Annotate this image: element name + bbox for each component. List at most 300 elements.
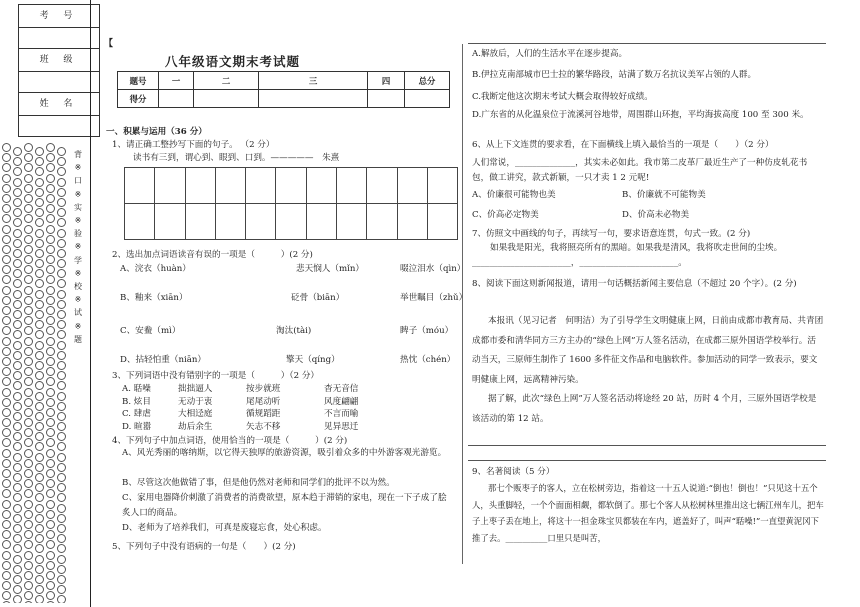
grid-cell[interactable] xyxy=(155,168,185,204)
grid-row xyxy=(125,168,458,204)
seat-dot xyxy=(24,449,33,458)
seat-dot xyxy=(2,174,11,183)
grid-cell[interactable] xyxy=(185,204,215,240)
seat-dot xyxy=(57,442,66,451)
seat-dot xyxy=(57,269,66,278)
seat-dot xyxy=(24,316,33,325)
warning-char: 校 xyxy=(74,282,82,292)
seat-dot xyxy=(13,341,22,350)
q2-option-d-1: D、拈轻怕重（niān） xyxy=(120,355,206,365)
seat-dot xyxy=(57,534,66,543)
q3-option-cell: 循规蹈距 xyxy=(246,409,281,419)
seat-dot xyxy=(35,178,44,187)
seat-dot xyxy=(2,306,11,315)
seat-dot xyxy=(24,306,33,315)
question-1: 1、请正确工整抄写下面的句子。 （2 分） xyxy=(112,140,275,150)
question-8: 8、阅读下面这则新闻报道，请用一句话概括新闻主要信息（不超过 20 个字）。(2 分) xyxy=(472,279,797,289)
seat-dot xyxy=(35,351,44,360)
grid-cell[interactable] xyxy=(125,204,155,240)
seat-dot xyxy=(35,412,44,421)
score-cell[interactable] xyxy=(368,90,405,108)
seat-dot xyxy=(2,459,11,468)
grid-cell[interactable] xyxy=(337,168,367,204)
seat-dot xyxy=(24,357,33,366)
seat-dot xyxy=(13,565,22,574)
seat-dot xyxy=(2,530,11,539)
grid-cell[interactable] xyxy=(125,168,155,204)
seat-dot xyxy=(24,153,33,162)
seat-dot xyxy=(46,194,55,203)
seat-dot xyxy=(2,489,11,498)
seat-dot xyxy=(24,540,33,549)
seat-dot xyxy=(46,428,55,437)
seat-dot xyxy=(2,469,11,478)
seat-dot xyxy=(35,524,44,533)
seat-dot xyxy=(46,143,55,152)
q6-option-c: C、价高必定物美 xyxy=(472,210,539,220)
seat-dot xyxy=(57,402,66,411)
seat-dot xyxy=(24,459,33,468)
warning-char: 背 xyxy=(74,150,82,159)
column-divider xyxy=(462,44,463,564)
grid-cell[interactable] xyxy=(427,168,457,204)
seat-dot xyxy=(2,245,11,254)
q2-option-c-1: C、安鲞（mì） xyxy=(120,326,181,336)
warning-char: 试 xyxy=(74,308,82,318)
warning-char: ※ xyxy=(74,295,82,305)
score-header: 总分 xyxy=(405,72,450,90)
seat-dot xyxy=(24,174,33,183)
seat-dot xyxy=(35,290,44,299)
q4-option-c: C、家用电器降价刺激了消费者的消费欲望，原本趋于滞销的家电，现在一下子成了脍炙人口的商品。 xyxy=(122,493,447,518)
seat-dot xyxy=(46,153,55,162)
seat-dot xyxy=(13,402,22,411)
grid-cell[interactable] xyxy=(276,204,306,240)
seat-dot xyxy=(2,265,11,274)
question-7-passage[interactable]: 如果我是阳光，我将照亮所有的黑暗。如果我是清风，我将吹走世间的尘埃。_______________________，_______________________。 xyxy=(472,243,783,268)
no-writing-warning xyxy=(72,148,84,346)
q3-option-cell: 劫后余生 xyxy=(178,421,213,432)
seat-dot xyxy=(35,565,44,574)
seat-dot xyxy=(57,371,66,380)
seat-dot xyxy=(57,310,66,319)
q5-option-d: D.广东省的从化温泉位于流溪河谷地带，周围群山环抱，平均海拔高度 100 至 300 米。 xyxy=(472,110,809,120)
seat-dot xyxy=(13,290,22,299)
answer-line-2[interactable] xyxy=(468,460,826,461)
score-cell[interactable] xyxy=(159,90,194,108)
seat-dot xyxy=(35,157,44,166)
seat-dot xyxy=(24,551,33,560)
seat-dot xyxy=(13,575,22,584)
question-3: 3、下列词语中没有错别字的一项是（ ）（2 分） xyxy=(112,371,320,381)
seat-dot xyxy=(57,463,66,472)
seat-dot xyxy=(46,469,55,478)
q3-option-cell: B. 炫目 xyxy=(122,396,151,407)
seat-dot xyxy=(35,320,44,329)
warning-char: 题 xyxy=(74,334,82,344)
seat-dot xyxy=(46,275,55,284)
seat-dot xyxy=(24,428,33,437)
seat-dot xyxy=(57,218,66,227)
seat-dot xyxy=(2,204,11,213)
dot-column xyxy=(2,143,12,603)
seat-dot xyxy=(13,147,22,156)
seat-dot xyxy=(35,198,44,207)
seat-dot xyxy=(24,143,33,152)
seat-dot xyxy=(24,245,33,254)
seat-dot xyxy=(57,524,66,533)
seat-dot xyxy=(46,459,55,468)
question-4: 4、下列句子中加点词语，使用恰当的一项是（ ）(2 分) xyxy=(112,436,348,446)
seat-dot xyxy=(2,388,11,397)
question-6: 6、从上下文连贯的要求看，在下面横线上填入最恰当的一项是（ ）（2 分） xyxy=(472,140,774,150)
seat-dot xyxy=(13,178,22,187)
seat-dot xyxy=(24,530,33,539)
grid-cell[interactable] xyxy=(367,168,397,204)
seat-dot xyxy=(13,412,22,421)
seat-dot xyxy=(57,483,66,492)
seat-dot xyxy=(35,392,44,401)
grid-cell[interactable] xyxy=(306,168,336,204)
seat-dot xyxy=(2,235,11,244)
seat-dot xyxy=(13,585,22,594)
question-7: 7、仿照文中画线的句子，再续写一句，要求语意连贯，句式一致。(2 分) xyxy=(472,229,751,239)
seat-dot xyxy=(35,310,44,319)
seat-dot xyxy=(24,591,33,600)
dot-column xyxy=(13,147,23,603)
question-8-news-para-2: 据了解，此次“绿色上网”万人签名活动将途经 20 站，历时 4 个月，三原外国语学校是该活动的第 12 站。 xyxy=(472,394,817,424)
grid-cell[interactable] xyxy=(427,204,457,240)
seat-dot xyxy=(24,469,33,478)
seat-dot xyxy=(46,296,55,305)
seat-dot xyxy=(24,438,33,447)
seat-dot xyxy=(46,551,55,560)
grid-cell[interactable] xyxy=(276,168,306,204)
q2-option-a-3: 啜泣泪水（qìn） xyxy=(400,264,466,274)
seat-dot xyxy=(24,367,33,376)
seat-dot xyxy=(35,422,44,431)
seat-dot xyxy=(13,239,22,248)
seat-dot xyxy=(13,392,22,401)
seat-dot xyxy=(35,147,44,156)
seat-dot xyxy=(35,341,44,350)
seat-dot xyxy=(2,347,11,356)
seat-dot xyxy=(46,591,55,600)
exam-number-field[interactable] xyxy=(19,28,99,48)
seat-dot xyxy=(46,449,55,458)
seat-dot xyxy=(46,245,55,254)
seat-dot xyxy=(2,377,11,386)
seat-dot xyxy=(35,371,44,380)
seat-dot xyxy=(46,306,55,315)
seat-dot xyxy=(35,544,44,553)
seat-dot xyxy=(46,408,55,417)
copy-writing-grid[interactable] xyxy=(124,167,458,240)
seat-dot xyxy=(35,493,44,502)
seat-dot xyxy=(13,330,22,339)
seat-dot xyxy=(57,178,66,187)
seat-dot xyxy=(13,208,22,217)
score-cell[interactable] xyxy=(259,90,368,108)
seat-dot xyxy=(57,320,66,329)
seat-dot xyxy=(46,530,55,539)
seat-dot xyxy=(13,218,22,227)
seat-dot xyxy=(46,438,55,447)
seat-dot xyxy=(2,601,11,603)
q5-option-a: A.解放后，人们的生活水平在逐步提高。 xyxy=(472,49,628,59)
seat-dot xyxy=(2,449,11,458)
seat-dot xyxy=(24,275,33,284)
seat-dot xyxy=(57,575,66,584)
seat-dot xyxy=(46,184,55,193)
seat-dot xyxy=(24,500,33,509)
seat-dot xyxy=(24,337,33,346)
seat-dot xyxy=(2,398,11,407)
seat-dot xyxy=(24,163,33,172)
exam-number-label: 考 号 xyxy=(19,5,99,28)
score-cell[interactable] xyxy=(194,90,259,108)
warning-char: ※ xyxy=(74,189,82,199)
seat-dot xyxy=(13,198,22,207)
seat-dot xyxy=(13,534,22,543)
q3-option-cell: 不言而喻 xyxy=(324,409,359,419)
q4-option-a: A、风光秀丽的喀纳斯，以它得天独厚的旅游资源，吸引着众多的中外游客观光游览。 xyxy=(122,448,447,458)
seat-dot xyxy=(57,249,66,258)
seat-dot xyxy=(57,473,66,482)
seat-dot xyxy=(57,188,66,197)
corner-mark: 【 xyxy=(104,39,114,49)
name-label: 姓 名 xyxy=(19,93,99,116)
grid-cell[interactable] xyxy=(215,168,245,204)
seat-dot xyxy=(46,500,55,509)
warning-char: ※ xyxy=(74,321,82,331)
seat-dot xyxy=(35,188,44,197)
seat-dot xyxy=(57,504,66,513)
binding-line xyxy=(90,0,91,607)
seat-dot xyxy=(2,551,11,560)
seat-dot xyxy=(57,300,66,309)
answer-line-1[interactable] xyxy=(468,445,826,446)
grid-cell[interactable] xyxy=(246,204,276,240)
top-rule xyxy=(468,43,826,44)
seat-dot xyxy=(2,418,11,427)
seat-dot xyxy=(24,388,33,397)
seat-dot xyxy=(13,504,22,513)
seat-dot xyxy=(46,418,55,427)
grid-cell[interactable] xyxy=(155,204,185,240)
seat-dot xyxy=(46,581,55,590)
grid-cell[interactable] xyxy=(306,204,336,240)
seat-dot xyxy=(2,479,11,488)
seat-dot xyxy=(35,218,44,227)
seat-dot xyxy=(57,259,66,268)
grid-cell[interactable] xyxy=(246,168,276,204)
seat-dot xyxy=(2,591,11,600)
q2-option-a-1: A、浣衣（huàn） xyxy=(120,264,191,274)
grid-cell[interactable] xyxy=(337,204,367,240)
name-box xyxy=(18,92,100,137)
seat-dot xyxy=(46,163,55,172)
grid-cell[interactable] xyxy=(397,168,427,204)
seat-dot xyxy=(35,279,44,288)
grid-cell[interactable] xyxy=(397,204,427,240)
seat-dot xyxy=(35,534,44,543)
seat-dot xyxy=(46,347,55,356)
q3-option-cell: D. 暄嚣 xyxy=(122,421,152,432)
q3-option-cell: 见异思迁 xyxy=(324,421,359,432)
seat-dot xyxy=(35,442,44,451)
seat-dot xyxy=(13,279,22,288)
q3-option-cell: 矢志不移 xyxy=(246,421,281,432)
seat-dot xyxy=(57,453,66,462)
dot-column xyxy=(46,143,56,603)
seat-dot xyxy=(24,225,33,234)
q2-option-b-3: 举世瞩目（zhǔ） xyxy=(400,293,468,303)
seat-dot xyxy=(46,367,55,376)
seat-dot xyxy=(46,601,55,603)
seat-dot xyxy=(2,408,11,417)
q2-option-c-3: 睥子（móu） xyxy=(400,326,454,336)
class-box xyxy=(18,48,100,93)
seat-dot xyxy=(57,585,66,594)
seat-dot xyxy=(57,432,66,441)
seat-dot xyxy=(13,188,22,197)
seat-dot xyxy=(13,595,22,603)
seat-dot xyxy=(57,208,66,217)
score-cell[interactable] xyxy=(405,90,450,108)
seat-dot xyxy=(35,585,44,594)
seat-dot xyxy=(13,473,22,482)
seat-dot xyxy=(46,214,55,223)
q4-option-b: B、尽管这次他做错了事，但是他仍然对老师和同学们的批评不以为然。 xyxy=(122,478,395,488)
seat-dot xyxy=(24,520,33,529)
seat-dot xyxy=(24,601,33,603)
seat-dot xyxy=(24,510,33,519)
seat-dot xyxy=(35,432,44,441)
seat-dot xyxy=(24,347,33,356)
name-field[interactable] xyxy=(19,116,99,136)
grid-row xyxy=(125,204,458,240)
seat-dot xyxy=(2,316,11,325)
seat-dot xyxy=(57,565,66,574)
seat-dot xyxy=(57,279,66,288)
seat-dot xyxy=(2,184,11,193)
seat-dot xyxy=(13,361,22,370)
seat-dot xyxy=(46,561,55,570)
seat-dot xyxy=(57,392,66,401)
score-header: 三 xyxy=(259,72,368,90)
seat-dot xyxy=(46,286,55,295)
seat-dot xyxy=(2,571,11,580)
seat-dot xyxy=(13,442,22,451)
seat-dot xyxy=(13,259,22,268)
seat-dot xyxy=(35,514,44,523)
q3-option-cell: 尾尾动听 xyxy=(246,396,281,407)
seat-dot xyxy=(46,337,55,346)
q2-option-d-2: 擎天（qíng） xyxy=(286,355,340,365)
seat-dot xyxy=(35,595,44,603)
seat-dot xyxy=(57,167,66,176)
exam-number-box xyxy=(18,4,100,49)
grid-cell[interactable] xyxy=(367,204,397,240)
seat-dot xyxy=(13,422,22,431)
warning-char: 验 xyxy=(74,229,82,239)
seat-dot xyxy=(13,381,22,390)
seat-dot xyxy=(24,214,33,223)
seat-dot xyxy=(57,555,66,564)
q2-option-d-3: 热忱（chén） xyxy=(400,355,456,365)
question-9-passage: 那七个贩枣子的客人，立在松树旁边，指着这一十五人说道:“倒也！倒也！”只见这十五个人，头重脚轻，一个个面面相觑，都软倒了。那七个客人从松树林里推出这七辆江州车儿，把车子上枣子丢在地上，将这十一担金珠宝贝都装在车内，遮盖好了，叫声“聒噪!”一直望黄泥冈下推了去。__________口里只是叫苦， xyxy=(472,483,824,543)
seat-dot xyxy=(57,147,66,156)
seat-dot xyxy=(46,265,55,274)
q3-option-cell: 拙拙逼人 xyxy=(178,384,213,394)
grid-cell[interactable] xyxy=(215,204,245,240)
seat-dot xyxy=(35,473,44,482)
seat-dot xyxy=(35,208,44,217)
seat-dot xyxy=(13,555,22,564)
q2-option-a-2: 悲天悯人（mǐn） xyxy=(296,264,364,274)
warning-char: ※ xyxy=(74,216,82,226)
seat-dot xyxy=(13,269,22,278)
q3-option-cell: 无动于衷 xyxy=(178,396,213,407)
seat-dot xyxy=(2,326,11,335)
seat-dot xyxy=(24,398,33,407)
seat-dot xyxy=(24,489,33,498)
seat-dot xyxy=(57,514,66,523)
question-8-news-para-1: 本报讯（见习记者 何明洁）为了引导学生文明健康上网，日前由成都市教育局、共青团成都市委和清华同方三方主办的“绿色上网”万人签名活动，在成都三原外国语学校举行。活动当天，三原师生制作了 1600 多件征文作品和电脑软件。参加活动的同学一致表示，要文明健康上网，远离精神污染。 xyxy=(472,316,824,385)
seat-dot xyxy=(57,290,66,299)
warning-char: 学 xyxy=(74,255,82,265)
grid-cell[interactable] xyxy=(185,168,215,204)
seat-dot xyxy=(46,388,55,397)
seat-dot xyxy=(57,351,66,360)
seat-dot xyxy=(13,371,22,380)
seat-dot xyxy=(57,493,66,502)
seat-dot xyxy=(35,229,44,238)
dot-column xyxy=(35,147,45,603)
seat-dot xyxy=(2,286,11,295)
seat-dot xyxy=(35,402,44,411)
warning-char: ※ xyxy=(74,163,82,173)
seat-dot xyxy=(24,326,33,335)
warning-char: ※ xyxy=(74,242,82,252)
seat-dot xyxy=(24,377,33,386)
seat-dot xyxy=(46,489,55,498)
seat-dot xyxy=(46,540,55,549)
seat-dot xyxy=(57,412,66,421)
seat-dot xyxy=(24,561,33,570)
seat-dot xyxy=(46,316,55,325)
question-6-passage: 人们常说，______________，其实未必如此。我市第二皮革厂最近生产了一种仿皮轧花书包，做工讲究，款式新颖，一只才卖 1 2 元呢! xyxy=(472,158,808,183)
seat-dot xyxy=(46,357,55,366)
seat-dot xyxy=(2,581,11,590)
class-field[interactable] xyxy=(19,72,99,92)
seat-dot xyxy=(2,367,11,376)
seat-dot xyxy=(57,341,66,350)
seat-dot xyxy=(2,540,11,549)
q5-option-b: B.伊拉克南部城市巴士拉的繁华路段，站满了数万名抗议美军占领的人群。 xyxy=(472,70,757,80)
seat-dot xyxy=(46,235,55,244)
seat-dot xyxy=(2,438,11,447)
q6-option-d: D、价高未必物美 xyxy=(622,210,690,220)
warning-char: 口 xyxy=(74,176,82,186)
seat-dot xyxy=(35,483,44,492)
seat-dot xyxy=(35,300,44,309)
seat-dot xyxy=(13,167,22,176)
seat-dot xyxy=(35,269,44,278)
seat-dot xyxy=(46,398,55,407)
seat-dot xyxy=(46,225,55,234)
